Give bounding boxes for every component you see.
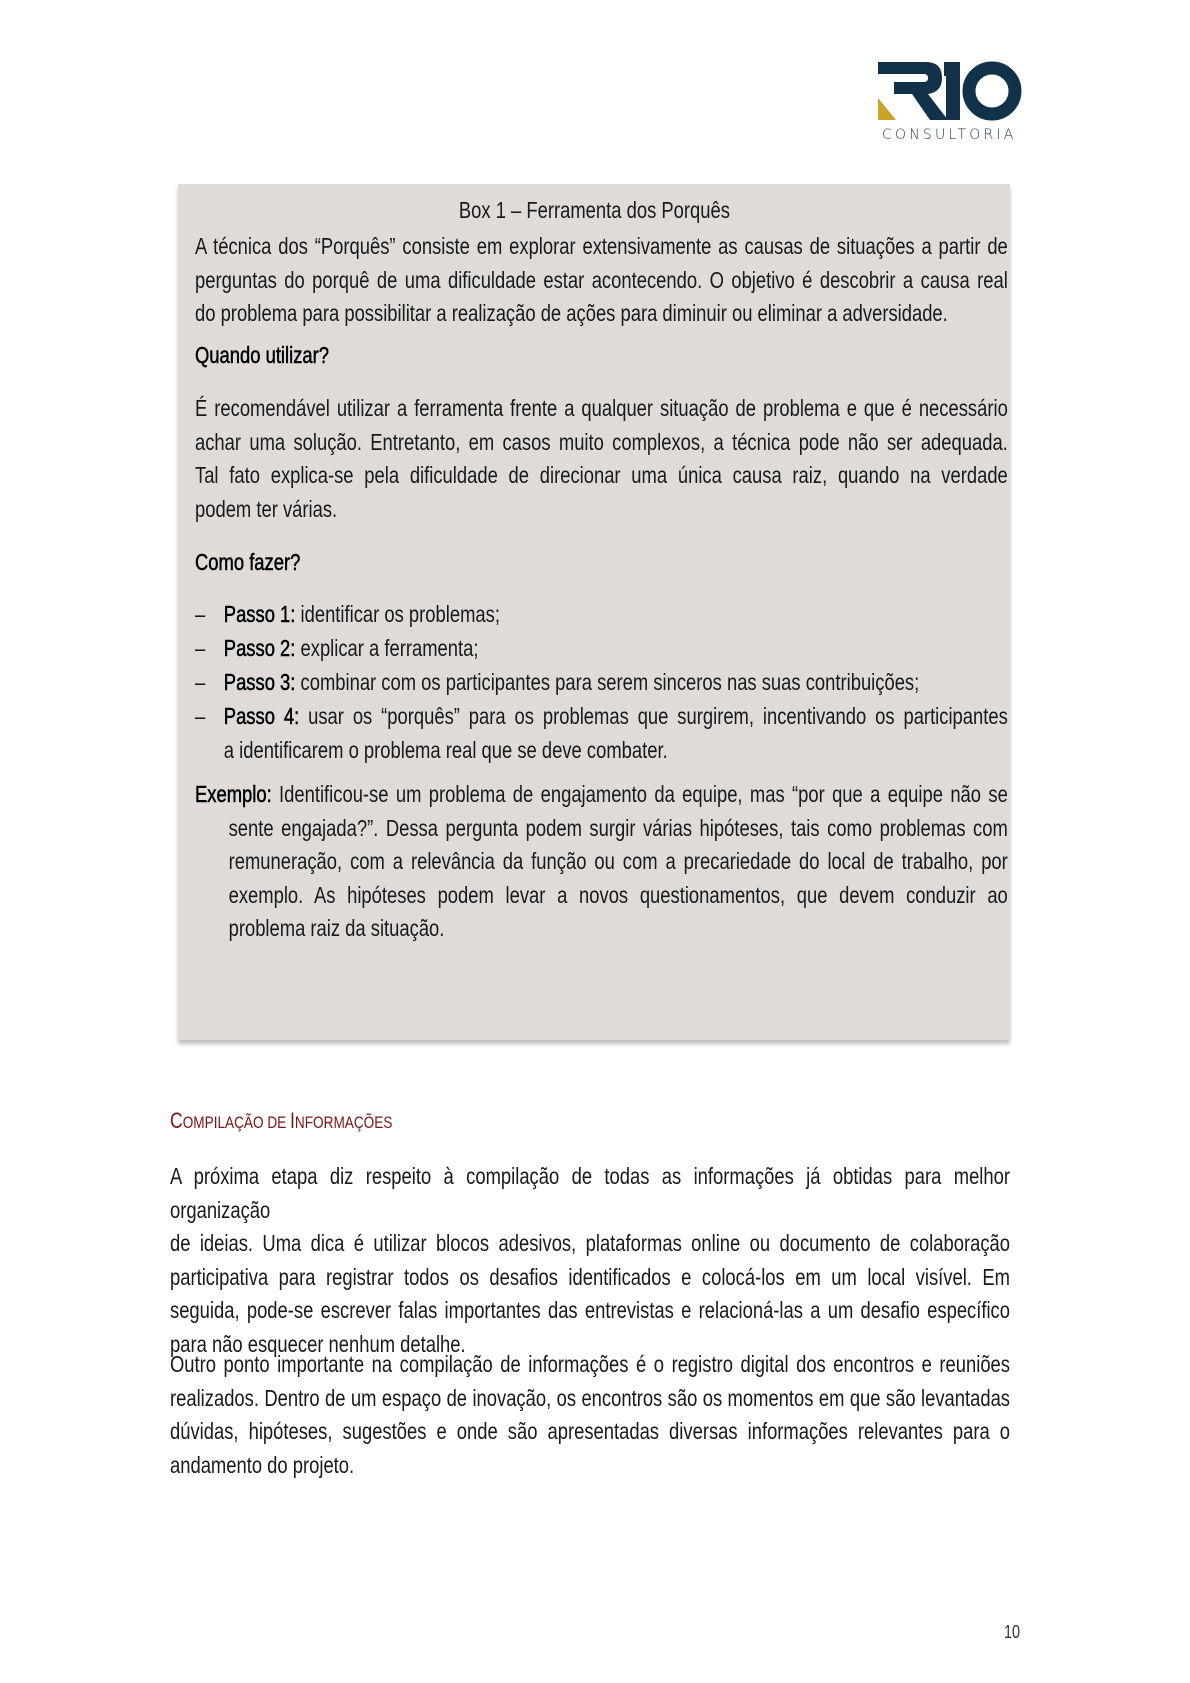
when-heading xyxy=(195,339,329,373)
example-label: Exemplo: xyxy=(195,781,272,807)
text-line: A próxima etapa diz respeito à compilação de todas as informações já obtidas para melhor organização xyxy=(170,1163,1010,1223)
text-line: seguida, pode-se escrever falas importantes das entrevistas e relacioná-las a um desafio específico xyxy=(170,1297,1010,1323)
step-label: Passo 2: xyxy=(223,635,296,661)
step-text: combinar com os participantes para serem sinceros nas suas contribuições; xyxy=(300,669,920,695)
step-label: Passo 1: xyxy=(223,601,296,627)
box-title xyxy=(178,194,1010,228)
text-line: Identificou-se um problema de engajamento da equipe, mas “por que a equipe não se xyxy=(279,781,1008,807)
step-text: explicar a ferramenta; xyxy=(300,635,479,661)
text-line: dúvidas, hipóteses, sugestões e onde são apresentadas diversas informações relevantes para o xyxy=(170,1418,1010,1444)
box-title-text: Box 1 – Ferramenta dos Porquês xyxy=(458,197,730,223)
text-line: realizados. Dentro de um espaço de inovação, os encontros são os momentos em que são levantadas xyxy=(170,1384,1010,1411)
text-line: do problema para possibilitar a realização de ações para diminuir ou eliminar a adversidade. xyxy=(195,300,948,326)
page-number xyxy=(1004,1622,1024,1643)
text-line: achar uma solução. Entretanto, em casos muito complexos, a técnica pode não ser adequada. xyxy=(195,428,1008,455)
text-line: sente engajada?”. Dessa pergunta podem surgir várias hipóteses, tais como problemas com xyxy=(228,814,1008,841)
dash-bullet: – xyxy=(195,703,206,729)
paragraph-2 xyxy=(170,1348,1010,1482)
text-line: andamento do projeto. xyxy=(170,1451,355,1478)
how-heading-text: Como fazer? xyxy=(195,549,301,575)
when-heading-text: Quando utilizar? xyxy=(195,342,329,368)
dash-bullet: – xyxy=(195,601,206,627)
page-number-text: 10 xyxy=(1004,1622,1021,1642)
how-heading xyxy=(195,546,300,580)
dash-bullet: – xyxy=(195,635,206,661)
text-line: remuneração, com a relevância da função ou com a precariedade do local de trabalho, por xyxy=(228,848,1008,874)
heading-text: C xyxy=(170,1108,183,1133)
step-text: a identificarem o problema real que se deve combater. xyxy=(223,737,668,763)
step-label: Passo 4: xyxy=(223,703,300,729)
logo-subtitle: CONSULTORIA xyxy=(882,127,1017,143)
box-intro-paragraph xyxy=(195,230,1008,331)
text-line: Tal fato explica-se pela dificuldade de direcionar uma única causa raiz, quando na verdade xyxy=(195,462,1008,488)
step-label: Passo 3: xyxy=(223,669,296,695)
section-heading xyxy=(170,1108,448,1134)
text-line: problema raiz da situação. xyxy=(228,915,445,941)
text-line: participativa para registrar todos os desafios identificados e colocá-los em um local visível. Em xyxy=(170,1263,1010,1290)
step-text: usar os “porquês” para os problemas que surgirem, incentivando os participantes xyxy=(308,703,1008,729)
heading-text: OMPILAÇÃO DE xyxy=(182,1113,291,1132)
paragraph-1 xyxy=(170,1160,1010,1361)
text-line: Outro ponto importante na compilação de informações é o registro digital dos encontros e reuniões xyxy=(170,1351,1010,1377)
text-line: A técnica dos “Porquês” consiste em explorar extensivamente as causas de situações a partir de xyxy=(195,233,1008,259)
heading-text: I xyxy=(290,1108,295,1133)
text-line: exemplo. As hipóteses podem levar a novos questionamentos, que devem conduzir ao xyxy=(228,881,1008,908)
text-line: podem ter várias. xyxy=(195,495,338,522)
box-ferramenta-porques xyxy=(178,184,1010,1040)
steps-list xyxy=(195,598,1008,768)
step-text: identificar os problemas; xyxy=(300,601,500,627)
text-line: de ideias. Uma dica é utilizar blocos adesivos, plataformas online ou documento de colaboração xyxy=(170,1230,1010,1256)
text-line: para não esquecer nenhum detalhe. xyxy=(170,1330,466,1357)
dash-bullet: – xyxy=(195,669,206,695)
r1o-logo-mark-icon xyxy=(874,60,1024,122)
example-paragraph xyxy=(195,778,1008,946)
text-line: É recomendável utilizar a ferramenta frente a qualquer situação de problema e que é necessário xyxy=(195,395,1008,421)
text-line: perguntas do porquê de uma dificuldade estar acontecendo. O objetivo é descobrir a causa real xyxy=(195,266,1008,293)
heading-text: NFORMAÇÕES xyxy=(294,1113,393,1132)
when-paragraph xyxy=(195,392,1008,526)
company-logo xyxy=(874,60,1024,146)
